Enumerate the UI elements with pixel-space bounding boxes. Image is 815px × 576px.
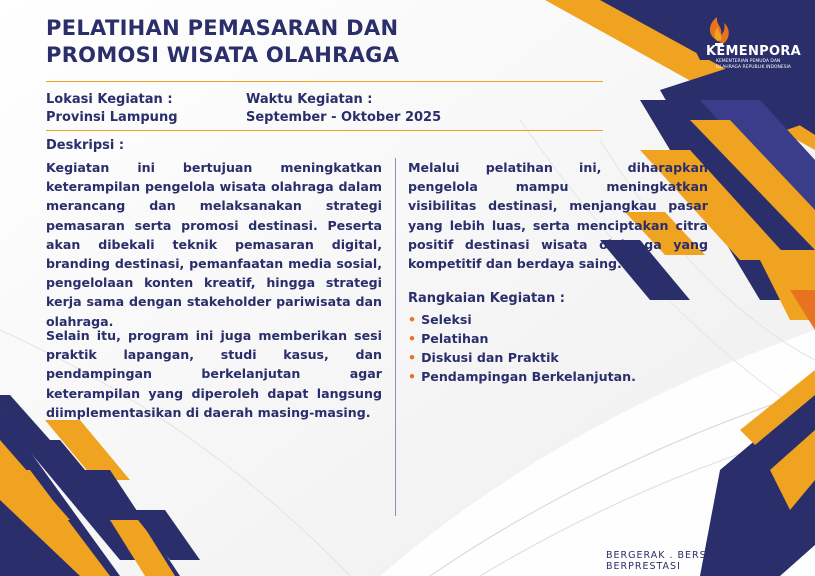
logo-name: KEMENPORA	[706, 44, 802, 59]
title-line-2: PROMOSI WISATA OLAHRAGA	[46, 43, 400, 67]
divider-bottom	[46, 130, 603, 131]
description-label: Deskripsi :	[46, 138, 125, 153]
tagline: BERGERAK . BERSATU . BERPRESTASI	[606, 550, 737, 572]
logo-subtitle: KEMENTERIAN PEMUDA DAN OLAHRAGA REPUBLIK INDONESIA	[716, 59, 792, 70]
divider-top	[46, 81, 603, 82]
description-paragraph-3: Melalui pelatihan ini, diharapkan pengelola mampu meningkatkan visibilitas destinasi, menjangkau pasar yang lebih luas, serta menciptakan citra positif destinasi wisata olahraga yang kompetitif dan berdaya saing.	[408, 160, 708, 272]
agenda-item: • Diskusi dan Praktik	[408, 350, 559, 365]
agenda-item: • Pendampingan Berkelanjutan.	[408, 369, 636, 384]
column-divider	[395, 158, 396, 516]
bullet-icon: •	[408, 369, 417, 384]
time-label: Waktu Kegiatan :	[246, 92, 373, 107]
page-title	[46, 15, 399, 69]
agenda-label: Rangkaian Kegiatan :	[408, 291, 565, 306]
time-value: September - Oktober 2025	[246, 110, 442, 125]
location-label: Lokasi Kegiatan :	[46, 92, 173, 107]
bullet-icon: •	[408, 350, 417, 365]
bullet-icon: •	[408, 331, 417, 346]
description-paragraph-2: Selain itu, program ini juga memberikan sesi praktik lapangan, studi kasus, dan pendampingan berkelanjutan agar keterampilan yang diperoleh dapat langsung diimplementasikan di daerah masing-masing.	[46, 328, 382, 420]
description-paragraph-1: Kegiatan ini bertujuan meningkatkan keterampilan pengelola wisata olahraga dalam merancang dan melaksanakan strategi pemasaran serta promosi destinasi. Peserta akan dibekali teknik pemasaran digital, branding destinasi, pemanfaatan media sosial, pengelolaan konten kreatif, hingga strategi kerja sama dengan stakeholder pariwisata dan olahraga.	[46, 160, 382, 329]
agenda-item: • Seleksi	[408, 312, 472, 327]
agenda-item: • Pelatihan	[408, 331, 489, 346]
location-value: Provinsi Lampung	[46, 110, 178, 125]
agenda-list	[408, 310, 708, 386]
title-line-1: PELATIHAN PEMASARAN DAN	[46, 16, 399, 40]
bullet-icon: •	[408, 312, 417, 327]
